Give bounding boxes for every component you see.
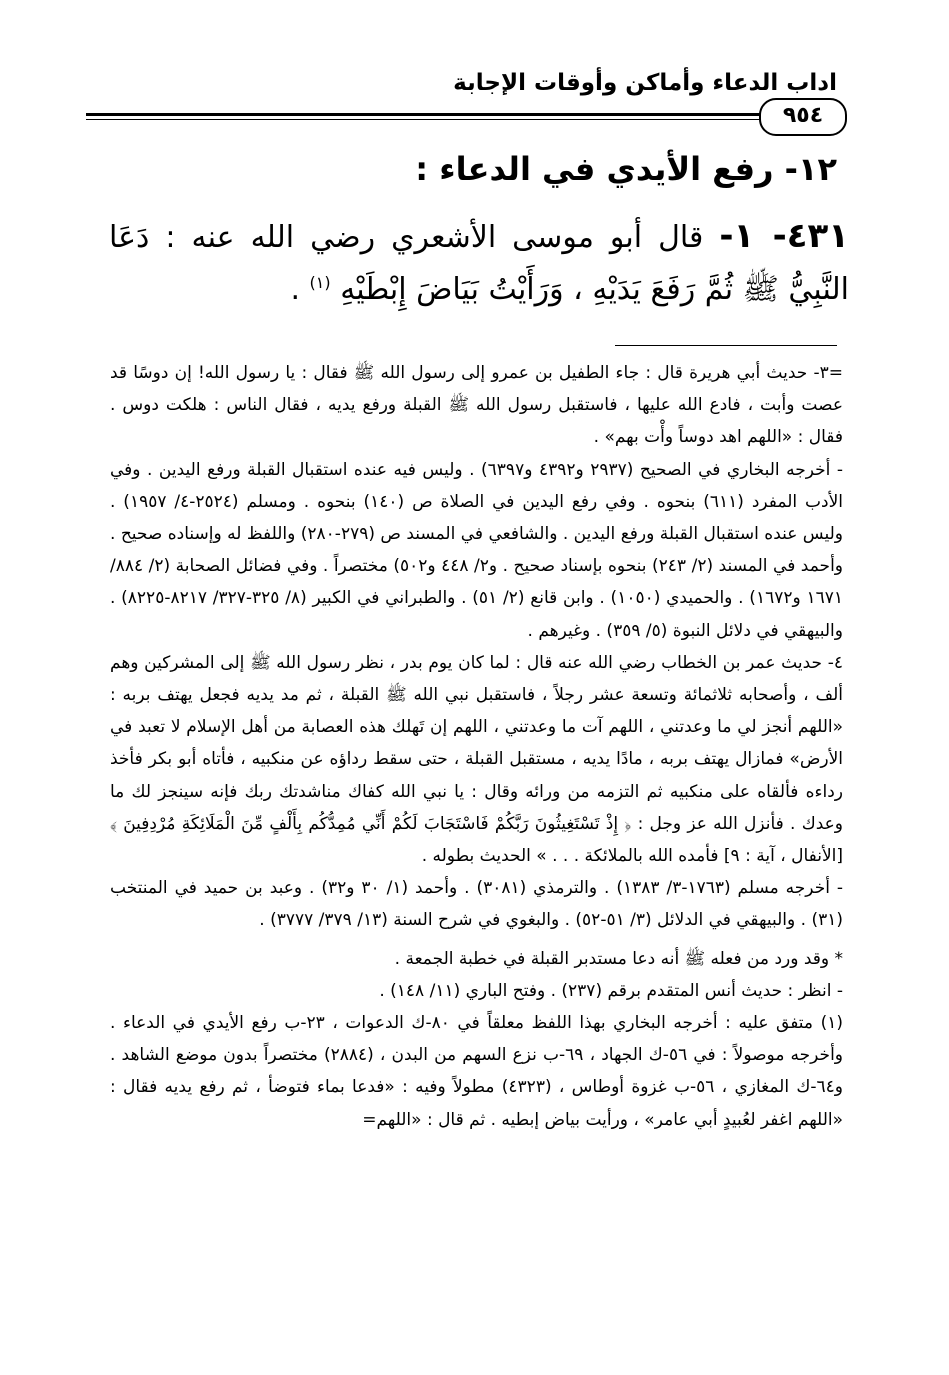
footnote-paragraph: - أخرجه مسلم (١٧٦٣-٣/ ١٣٨٣) . والترمذي (٣٠٨١) . وأحمد (١/ ٣٠ و٣٢) . وعبد بن حميد في المنتخب (٣١) . والبيهقي في الدلائل (٣/ ٥١-٥٢) . والبغوي في شرح السنة (١٣/ ٣٧٩/ ٣٧٧٧) . xyxy=(110,878,843,931)
running-header-title: اداب الدعاء وأماكن وأوقات الإجابة xyxy=(453,70,837,96)
footnote-reference: (١) xyxy=(309,273,331,292)
footnote-paragraph: * وقد ورد من فعله ﷺ أنه دعا مستدبر القبلة في خطبة الجمعة . xyxy=(394,948,843,969)
section-heading: ١٢- رفع الأيدي في الدعاء : xyxy=(415,150,837,188)
footnote-divider xyxy=(615,345,837,346)
footnote-paragraph: (١) متفق عليه : أخرجه البخاري بهذا اللفظ معلقاً في ٨٠-ك الدعوات ، ٢٣-ب رفع الأيدي في الدعاء . وأخرجه موصولاً : في ٥٦-ك الجهاد ، ٦٩-ب نزع السهم من البدن ، (٢٨٨٤) مختصراً بدون موضع الشاهد . و٦٤-ك المغازي ، ٥٦-ب غزوة أوطاس ، (٤٣٢٣) مطولاً وفيه : «فدعا بماء فتوضأ ، ثم رفع يديه فقال : «اللهم اغفر لعُبيدٍ أبي عامر» ، ورأيت بياض إبطيه . ثم قال : «اللهم= xyxy=(110,1013,844,1130)
footnote-paragraph: =٣- حديث أبي هريرة قال : جاء الطفيل بن عمرو إلى رسول الله ﷺ فقال : يا رسول الله! إن دوسًا قد عصت وأبت ، فادع الله عليها ، فاستقبل رسول الله ﷺ القبلة ورفع يديه ، فقال الناس : هلكت دوس . فقال : «اللهم اهد دوساً وأْت بهم» . xyxy=(110,363,843,448)
hadith-body: قال أبو موسى الأشعري رضي الله عنه : دَعَا النَّبِيُّ ﷺ ثُمَّ رَفَعَ يَدَيْهِ ، وَرَأَيْتُ بَيَاضَ إِبْطَيْهِ xyxy=(109,220,849,307)
page-number: ٩٥٤ xyxy=(759,98,847,136)
header-rule-thick xyxy=(86,113,828,116)
header-rule-thin xyxy=(86,119,828,120)
hadith-text xyxy=(109,210,849,316)
footnote-paragraph: ٤- حديث عمر بن الخطاب رضي الله عنه قال : لما كان يوم بدر ، نظر رسول الله ﷺ إلى المشركين وهم ألف ، وأصحابه ثلاثمائة وتسعة عشر رجلاً ، فاستقبل نبي الله ﷺ القبلة ، ثم مد يديه فجعل يهتف بربه : «اللهم أنجز لي ما وعدتني ، اللهم آت ما وعدتني ، اللهم إن تَهلك هذه العصابة من أهل الإسلام لا تعبد في الأرض» فمازال يهتف بربه ، مادًا يديه ، مستقبل القبلة ، حتى سقط رداؤه عن منكبيه ، فأتاه أبو بكر فأخذ رداءه فألقاه على منكبيه ثم التزمه من ورائه وقال : يا نبي الله كفاك مناشدتك ربك فإنه سينجز لك ما وعدك . فأنزل الله عز وجل : ﴿ إِذْ تَسْتَغِيثُونَ رَبَّكُمْ فَاسْتَجَابَ لَكُمْ أَنِّي مُمِدُّكُم بِأَلْفٍ مِّنَ الْمَلَائِكَةِ مُرْدِفِينَ ﴾ [الأنفال ، آية : ٩] فأمده الله بالملائكة . . . » الحديث بطوله . xyxy=(110,652,843,867)
footnote-paragraph: - أخرجه البخاري في الصحيح (٢٩٣٧ و٤٣٩٢ و٦٣٩٧) . وليس فيه عنده استقبال القبلة ورفع اليدين . وفي الأدب المفرد (٦١١) بنحوه . وفي رفع اليدين في الصلاة ص (١٤٠) بنحوه . ومسلم (٢٥٢٤-٤/ ١٩٥٧) . وليس عنده استقبال القبلة ورفع اليدين . والشافعي في المسند ص (٢٧٩-٢٨٠) واللفظ له وإسناده صحيح . وأحمد في المسند (٢/ ٢٤٣) بنحوه بإسناد صحيح . و٢/ ٤٤٨ و٥٠٢) مختصراً . وفي فضائل الصحابة (٢/ ٨٨٤/ ١٦٧١ و١٦٧٢) . والحميدي (١٠٥٠) . وابن قانع (٢/ ٥١) . والطبراني في الكبير (٨/ ٣٢٥-٣٢٧/ ٨٢١٧-٨٢٢٥) . والبيهقي في دلائل النبوة (٥/ ٣٥٩) . وغيرهم . xyxy=(110,459,844,641)
hadith-end: . xyxy=(290,272,310,307)
hadith-number: ٤٣١- ١- xyxy=(719,216,849,256)
footnote-paragraph: - انظر : حديث أنس المتقدم برقم (٢٣٧) . وفتح الباري (١١/ ١٤٨) . xyxy=(379,980,843,1001)
footnotes xyxy=(110,357,843,1136)
